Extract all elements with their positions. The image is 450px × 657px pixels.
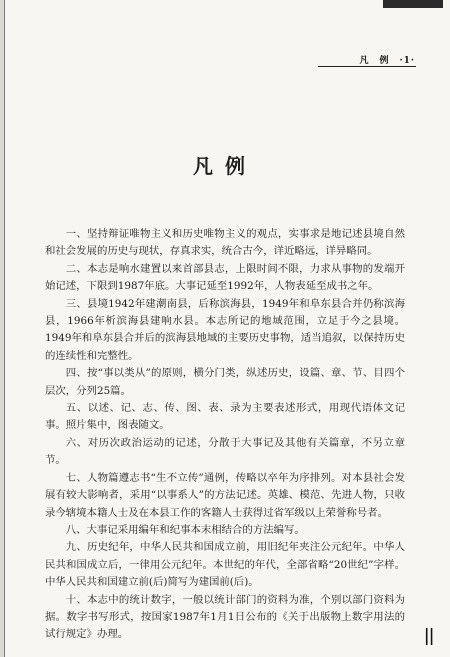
- handwritten-margin-mark: ll: [424, 626, 435, 651]
- paragraph-9: 九、历史纪年，中华人民共和国成立前，用旧纪年夹注公元纪年。中华人民共和国成立后，一律用公元纪年。本世纪的年代，全部省略“20世纪”字样。中华人民共和国建立前(后)简写为建国前(后)。: [45, 541, 405, 589]
- paragraph-3: 三、县境1942年建潮南县，后称滨海县，1949年和阜东县合并仍称滨海县，1966年析滨海县建响水县。本志所记的地域范围，立足于今之县境。1949年和阜东县合并后的滨海县地域的主要历史事物，适当追叙，以保持历史的连续性和完整性。: [45, 297, 405, 362]
- paragraph-10: 十、本志中的统计数字，一般以统计部门的资料为准，个别以部门资料为据。数字书写形式，按国家1987年1月1日公布的《关于出版物上数字用法的试行规定》办理。: [45, 593, 405, 641]
- scan-dark-mark: [383, 0, 443, 8]
- body-text: [45, 226, 405, 644]
- paragraph-7: 七、人物篇遵志书“生不立传”通例，传略以卒年为序排列。对本县社会发展有较大影响者，采用“以事系人”的方法记述。英雄、模范、先进人物，只收录今辖境本籍人士及在本县工作的客籍人士获得过省军级以上荣誉称号者。: [45, 471, 405, 519]
- running-header: 凡 例 ·1·: [359, 56, 415, 66]
- header-rule: [318, 66, 416, 67]
- paragraph-6: 六、对历次政治运动的记述，分散于大事记及其他有关篇章，不另立章节。: [45, 436, 405, 467]
- paragraph-4: 四、按“事以类从”的原则，横分门类，纵述历史，设篇、章、节、目四个层次，分列25篇。: [45, 367, 405, 397]
- page-title: 凡例: [193, 154, 257, 178]
- page-left-edge: [4, 0, 5, 657]
- paragraph-1: 一、坚持辩证唯物主义和历史唯物主义的观点，实事求是地记述县境自然和社会发展的历史与现状，存真求实，统合古今，详近略远，详异略同。: [45, 228, 405, 258]
- paragraph-8: 八、大事记采用编年和纪事本末相结合的方法编写。: [65, 523, 305, 536]
- paragraph-2: 二、本志是响水建置以来首部县志，上限时间不限，力求从事物的发端开始记述，下限到1987年底。大事记延至1992年，人物表延至成书之年。: [45, 262, 405, 293]
- paragraph-5: 五、以述、记、志、传、图、表、录为主要表述形式，用现代语体文记事。照片集中，图表随文。: [45, 402, 405, 432]
